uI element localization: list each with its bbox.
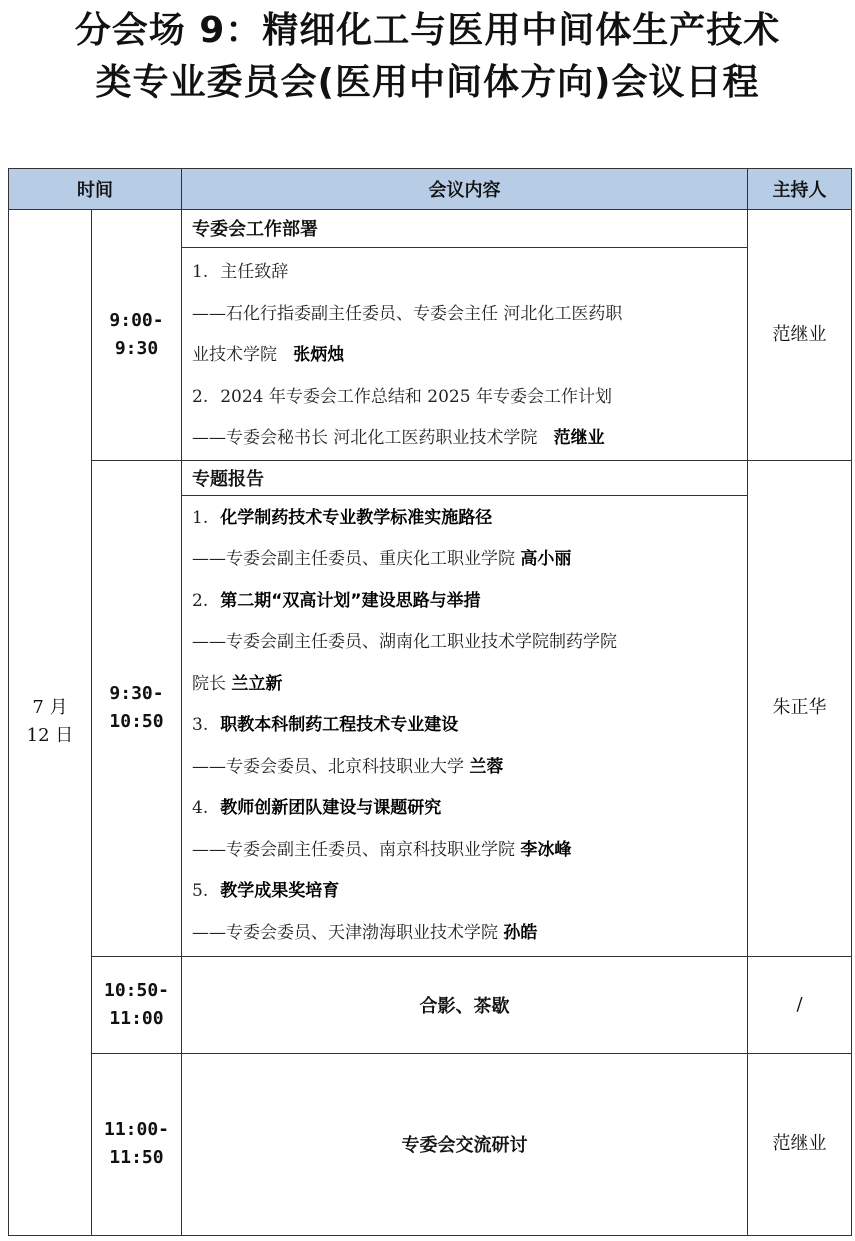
item-number: 2. <box>192 590 209 611</box>
speaker-line <box>192 913 737 955</box>
speaker-org: ——专委会副主任委员、南京科技职业学院 <box>192 839 515 860</box>
time-cell <box>92 1053 182 1235</box>
speaker-name: 范继业 <box>553 428 605 448</box>
content-cell <box>182 210 748 461</box>
table-row <box>9 956 852 1053</box>
table-header-row <box>9 169 852 210</box>
speaker-line <box>192 664 737 706</box>
content-cell: 合影、茶歇 <box>182 956 748 1053</box>
agenda-item <box>192 252 737 294</box>
speaker-org: ——专委会委员、天津渤海职业技术学院 <box>192 922 498 943</box>
speaker-name: 李冰峰 <box>520 839 572 860</box>
agenda-item <box>192 871 737 913</box>
section-body <box>182 496 747 955</box>
item-title: 教师创新团队建设与课题研究 <box>220 798 442 818</box>
item-title: 职教本科制药工程技术专业建设 <box>220 715 459 735</box>
time-end: 10:50 <box>109 711 164 732</box>
time-end: 11:00 <box>109 1007 164 1029</box>
date-text: 7 月 12 日 <box>26 697 74 747</box>
item-title: 化学制药技术专业教学标准实施路径 <box>220 507 493 528</box>
speaker-line <box>192 539 737 581</box>
item-title: 2024 年专委会工作总结和 2025 年专委会工作计划 <box>220 386 612 407</box>
item-number: 2. <box>192 386 209 407</box>
item-title: 第二期“双高计划”建设思路与举措 <box>220 590 481 611</box>
agenda-item <box>192 498 737 540</box>
content-cell: 专委会交流研讨 <box>182 1053 748 1235</box>
speaker-line <box>192 747 737 789</box>
table-row <box>9 210 852 461</box>
time-start: 11:00- <box>103 1119 170 1140</box>
item-title: 主任致辞 <box>220 262 289 282</box>
schedule-table <box>8 168 852 1236</box>
date-cell <box>9 210 92 1236</box>
section-heading: 专委会工作部署 <box>182 210 748 248</box>
speaker-org: 业技术学院 <box>192 345 277 365</box>
table-row <box>9 460 852 956</box>
agenda-item <box>192 788 737 830</box>
time-start: 9:00- <box>109 309 164 331</box>
item-number: 1. <box>192 262 209 282</box>
speaker-org: ——专委会委员、北京科技职业大学 <box>192 756 464 777</box>
time-cell <box>92 210 182 461</box>
speaker-org: ——专委会秘书长 河北化工医药职业技术学院 <box>192 428 538 448</box>
header-time: 时间 <box>9 169 182 210</box>
content-cell <box>182 460 748 956</box>
agenda-item <box>192 377 737 419</box>
header-host: 主持人 <box>748 169 852 210</box>
agenda-item <box>192 581 737 623</box>
speaker-org: ——专委会副主任委员、重庆化工职业学院 <box>192 549 515 569</box>
speaker-line <box>192 418 737 460</box>
host-cell: / <box>748 956 852 1053</box>
time-start: 9:30- <box>109 683 164 704</box>
host-cell: 范继业 <box>748 210 852 461</box>
section-body <box>182 248 747 460</box>
time-end: 9:30 <box>114 337 159 359</box>
host-cell: 范继业 <box>748 1053 852 1235</box>
speaker-name: 兰立新 <box>231 673 283 694</box>
header-content: 会议内容 <box>182 169 748 210</box>
item-number: 1. <box>192 507 209 528</box>
speaker-line <box>192 335 737 377</box>
time-end: 11:50 <box>109 1147 164 1168</box>
speaker-name: 兰蓉 <box>469 756 504 777</box>
section-heading: 专题报告 <box>182 461 748 496</box>
speaker-name: 孙皓 <box>503 922 538 943</box>
speaker-name: 高小丽 <box>520 549 572 569</box>
speaker-line: ——专委会副主任委员、湖南化工职业技术学院制药学院 <box>192 632 617 652</box>
speaker-line: ——石化行指委副主任委员、专委会主任 河北化工医药职 <box>192 303 623 324</box>
speaker-name: 张炳烛 <box>293 345 345 365</box>
speaker-line <box>192 830 737 872</box>
time-start: 10:50- <box>103 979 170 1001</box>
item-number: 4. <box>192 798 209 818</box>
speaker-org: 院长 <box>192 673 226 694</box>
item-number: 5. <box>192 881 209 901</box>
page-title-line-2: 类专业委员会(医用中间体方向)会议日程 <box>95 62 760 103</box>
time-cell <box>92 956 182 1053</box>
table-row <box>9 1053 852 1235</box>
time-cell <box>92 460 182 956</box>
host-cell: 朱正华 <box>748 460 852 956</box>
page-title-line-1: 分会场 9：精细化工与医用中间体生产技术 <box>74 10 781 51</box>
item-number: 3. <box>192 715 209 735</box>
item-title: 教学成果奖培育 <box>220 881 340 901</box>
agenda-item <box>192 705 737 747</box>
